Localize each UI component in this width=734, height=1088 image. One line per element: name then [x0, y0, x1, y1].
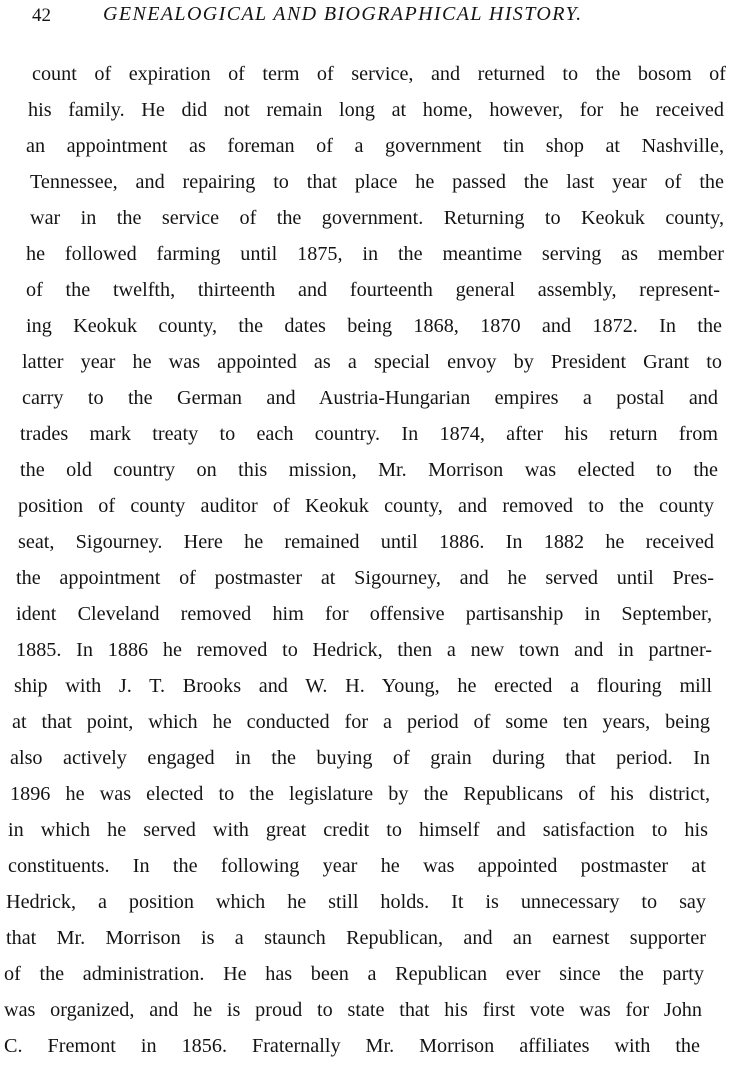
- text-line: seat, Sigourney. Here he remained until 1886. In 1882 he received: [18, 531, 714, 553]
- text-line: ing Keokuk county, the dates being 1868, 1870 and 1872. In the: [26, 315, 722, 337]
- text-line: his family. He did not remain long at home, however, for he received: [28, 99, 724, 121]
- text-line: at that point, which he conducted for a period of some ten years, being: [12, 711, 710, 733]
- text-line: of the twelfth, thirteenth and fourteenth general assembly, represent-: [26, 279, 720, 301]
- text-line: 1896 he was elected to the legislature by the Republicans of his district,: [10, 783, 710, 805]
- page-header: [0, 3, 734, 39]
- text-line: was organized, and he is proud to state that his first vote was for John: [4, 999, 702, 1021]
- text-line: the appointment of postmaster at Sigourney, and he served until Pres-: [16, 567, 714, 589]
- text-line: he followed farming until 1875, in the meantime serving as member: [26, 243, 724, 265]
- text-line: also actively engaged in the buying of grain during that period. In: [10, 747, 710, 769]
- text-line: carry to the German and Austria-Hungarian empires a postal and: [22, 387, 718, 409]
- text-line: the old country on this mission, Mr. Morrison was elected to the: [20, 459, 718, 481]
- text-line: 1885. In 1886 he removed to Hedrick, then a new town and in partner-: [16, 639, 712, 661]
- text-line: trades mark treaty to each country. In 1874, after his return from: [20, 423, 718, 445]
- text-line: count of expiration of term of service, and returned to the bosom of: [32, 63, 726, 85]
- text-line: that Mr. Morrison is a staunch Republican, and an earnest supporter: [6, 927, 706, 949]
- text-line: ident Cleveland removed him for offensive partisanship in September,: [16, 603, 712, 625]
- text-line: constituents. In the following year he was appointed postmaster at: [8, 855, 706, 877]
- text-line: Hedrick, a position which he still holds. It is unnecessary to say: [6, 891, 706, 913]
- text-line: position of county auditor of Keokuk county, and removed to the county: [18, 495, 714, 517]
- running-title: GENEALOGICAL AND BIOGRAPHICAL HISTORY.: [103, 3, 583, 25]
- text-line: latter year he was appointed as a special envoy by President Grant to: [22, 351, 722, 373]
- text-line: in which he served with great credit to himself and satisfaction to his: [8, 819, 708, 841]
- text-line: C. Fremont in 1856. Fraternally Mr. Morrison affiliates with the: [4, 1035, 700, 1057]
- text-line: of the administration. He has been a Republican ever since the party: [4, 963, 704, 985]
- text-line: Tennessee, and repairing to that place he passed the last year of the: [30, 171, 724, 193]
- text-line: ship with J. T. Brooks and W. H. Young, he erected a flouring mill: [14, 675, 712, 697]
- text-line: an appointment as foreman of a government tin shop at Nashville,: [26, 135, 724, 157]
- text-line: war in the service of the government. Returning to Keokuk county,: [30, 207, 724, 229]
- page-number: 42: [32, 5, 51, 26]
